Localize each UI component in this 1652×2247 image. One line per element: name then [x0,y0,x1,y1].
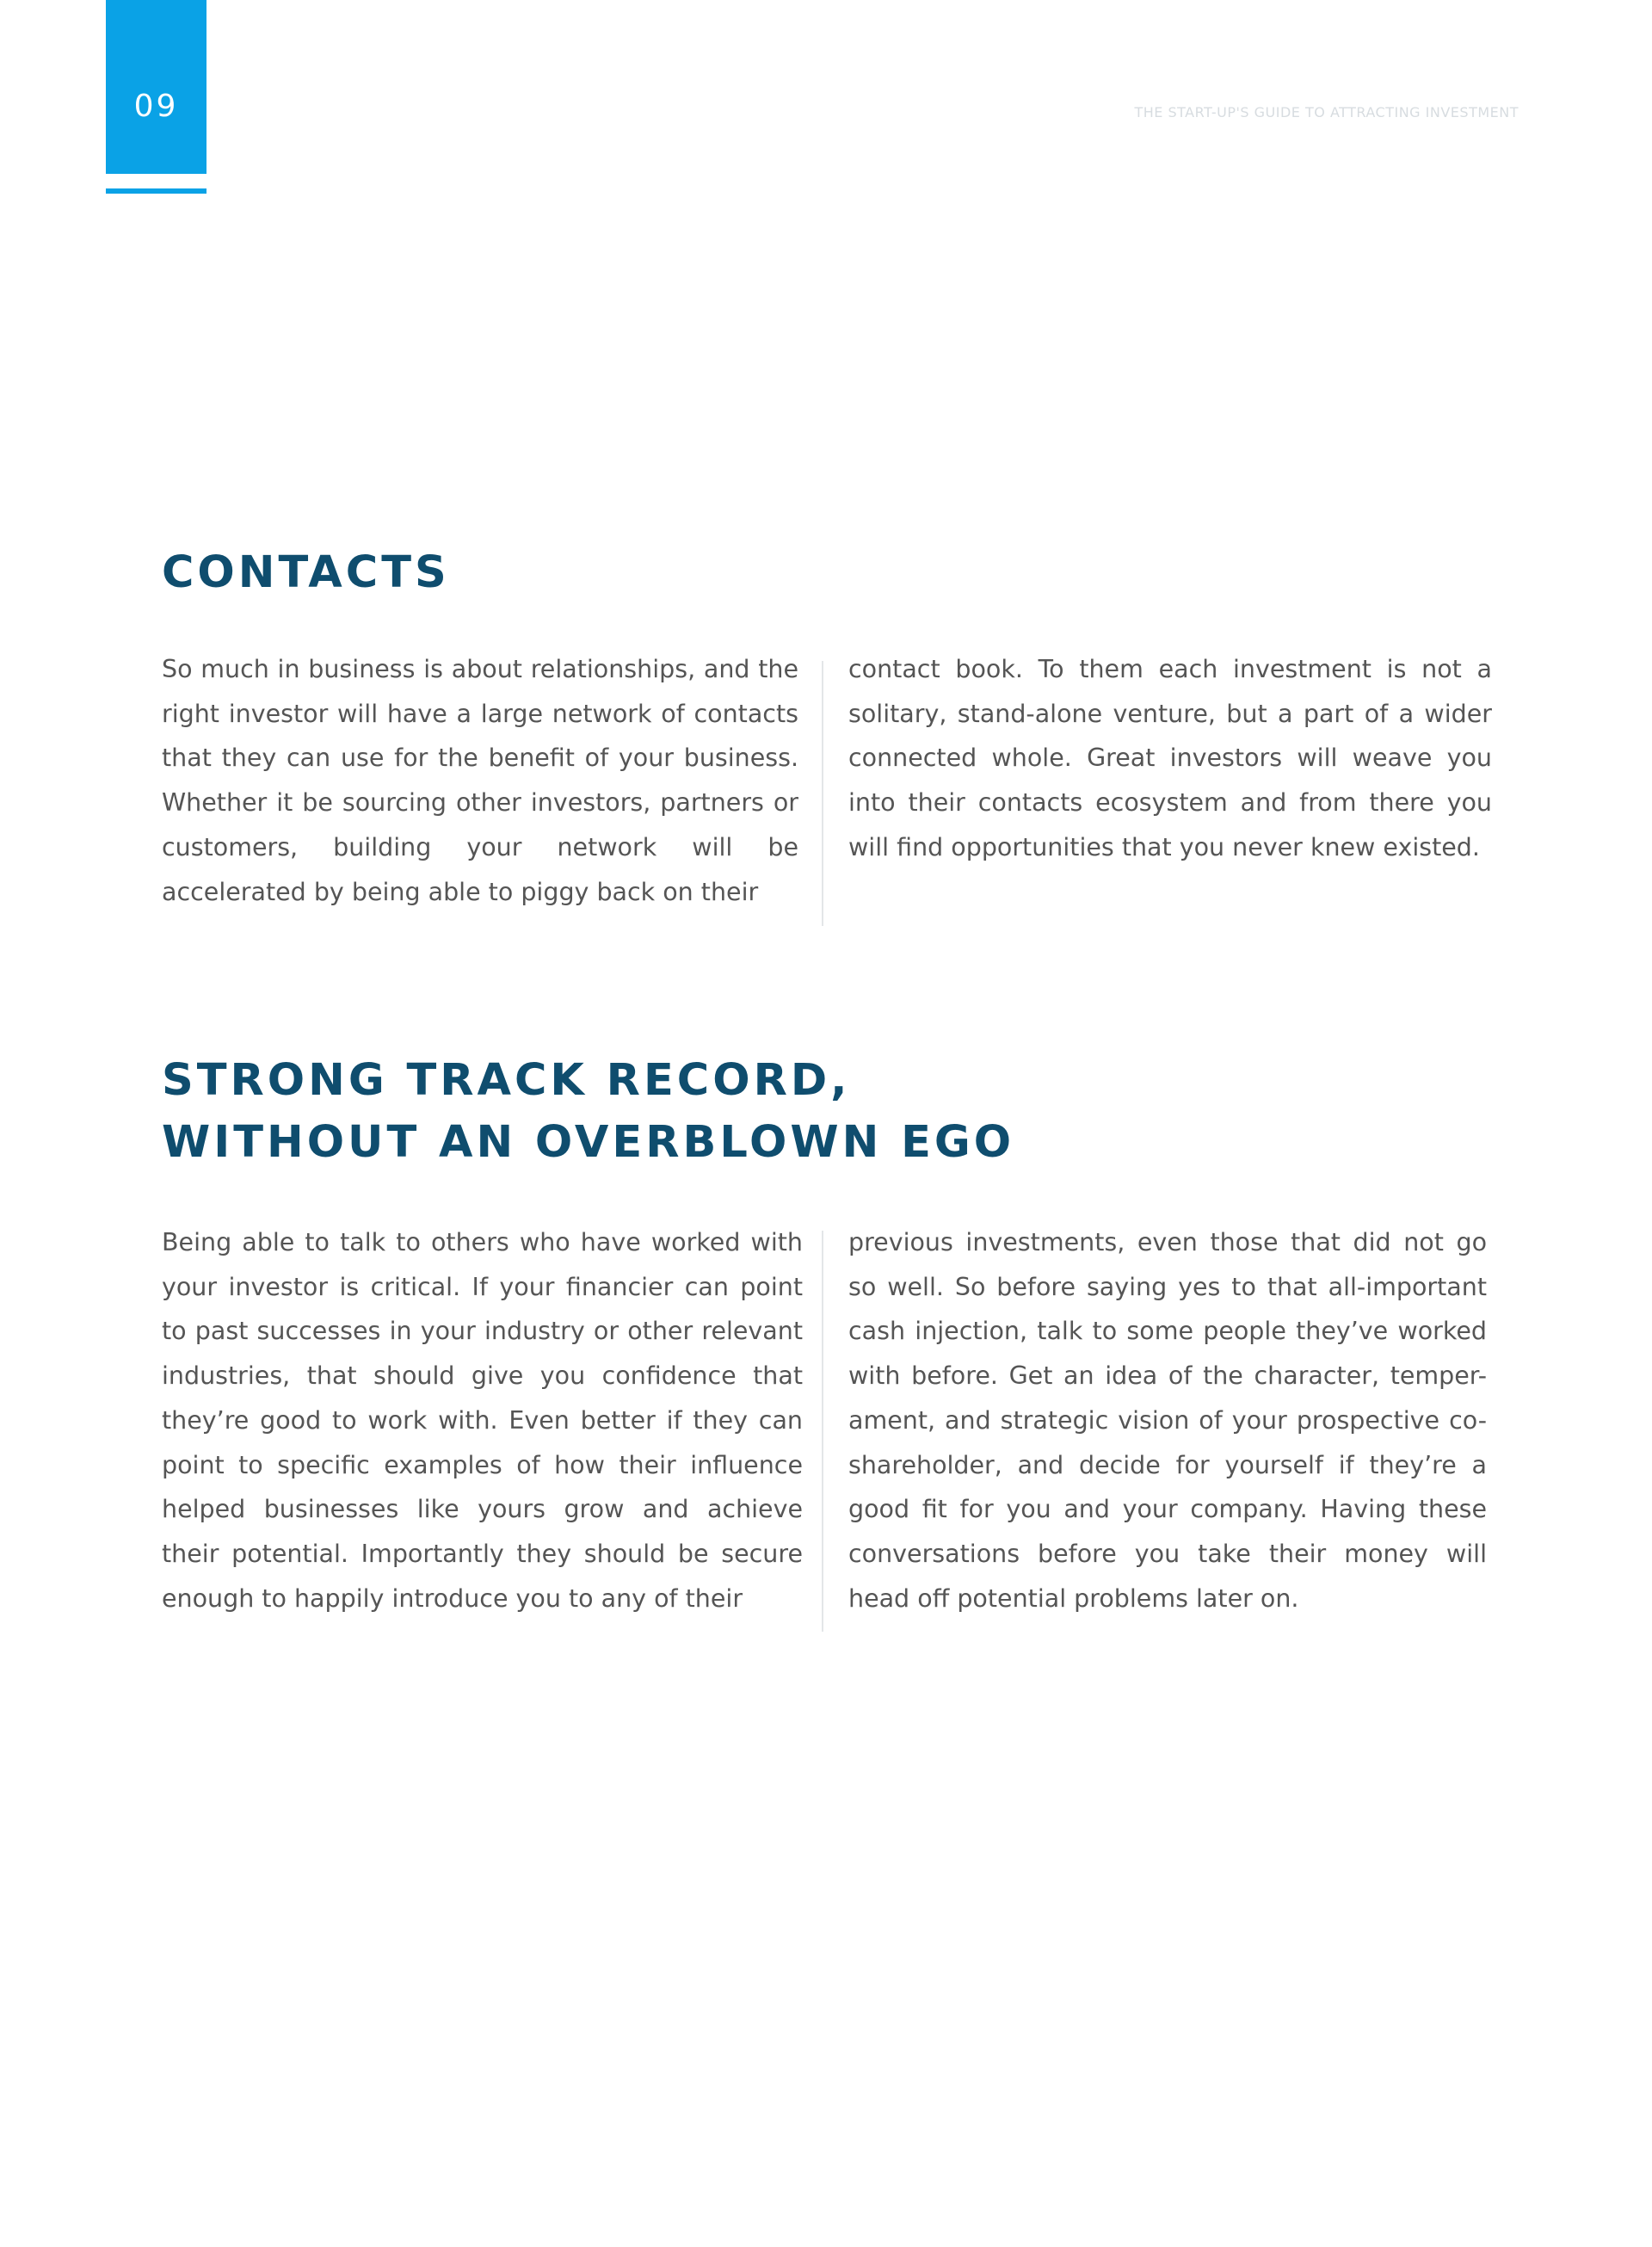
column-divider [822,661,823,926]
section-heading-track-record [162,1050,1014,1174]
page-number-tab [106,0,206,174]
track-record-right-column: previous investments, even those that did not go so well. So before saying yes to that all-important cash injection, talk to some people they’ve worked with before. Get an idea of the character, temper-ament, and strategic vision of your prospective co-shareholder, and decide for yourself if they’re a good fit for you and your company. Having these conversations before you take their money will head off potential problems later on. [848,1228,1487,1613]
contacts-right-column: contact book. To them each investment is not a solitary, stand-alone venture, but a part of a wider connected whole. Great investors will weave you into their contacts ecosystem and from there you will find opportunities that you never knew existed. [848,655,1492,861]
page-tab-underline [106,188,206,194]
track-record-heading-line-1: STRONG TRACK RECORD, [162,1055,851,1106]
section-heading-contacts: CONTACTS [162,547,450,598]
track-record-left-column: Being able to talk to others who have worked with your investor is critical. If your financier can point to past successes in your industry or other relevant industries, that should give you confidence that they’re good to work with. Even better if they can point to specific examples of how their influence helped businesses like yours grow and achieve their potential. Importantly they should be secure enough to happily introduce you to any of their [162,1228,803,1613]
column-divider [822,1231,823,1632]
contacts-left-column: So much in business is about relationships, and the right investor will have a large network of contacts that they can use for the benefit of your business. Whether it be sourcing other investors, partners or customers, building your network will be accelerated by being able to piggy back on their [162,655,798,906]
track-record-heading-line-2: WITHOUT AN OVERBLOWN EGO [162,1117,1015,1168]
page-number: 09 [133,89,179,124]
running-header-title: THE START-UP'S GUIDE TO ATTRACTING INVESTMENT [1134,104,1519,120]
